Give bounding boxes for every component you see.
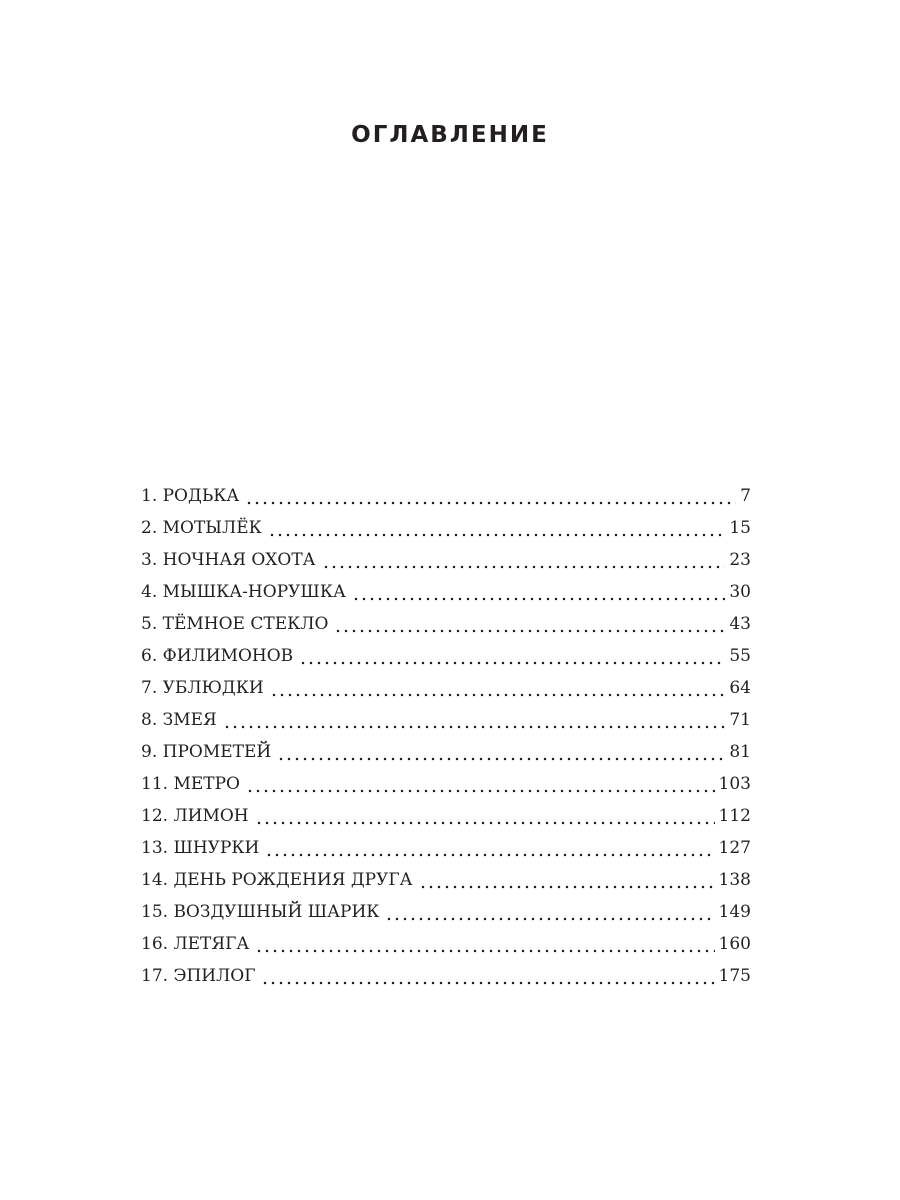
toc-entry[interactable] [141, 672, 751, 704]
toc-entry-page: 149 [718, 902, 751, 922]
dot-leader [270, 692, 726, 698]
toc-entry-page: 127 [718, 838, 751, 858]
toc-entry-page: 23 [729, 550, 751, 570]
toc-entry-title: 3. НОЧНАЯ ОХОТА [141, 550, 316, 570]
dot-leader [246, 788, 715, 794]
toc-entry-page: 138 [718, 870, 751, 890]
toc-entry-title: 7. УБЛЮДКИ [141, 678, 264, 698]
dot-leader [255, 948, 714, 954]
toc-entry[interactable] [141, 512, 751, 544]
toc-entry-title: 4. МЫШКА-НОРУШКА [141, 582, 346, 602]
toc-entry-page: 160 [718, 934, 751, 954]
toc-entry[interactable] [141, 800, 751, 832]
dot-leader [385, 916, 714, 922]
toc-entry-title: 17. ЭПИЛОГ [141, 966, 256, 986]
dot-leader [277, 756, 725, 762]
toc-entry[interactable] [141, 608, 751, 640]
dot-leader [268, 532, 726, 538]
dot-leader [261, 980, 714, 986]
toc-entry-title: 5. ТЁМНОЕ СТЕКЛО [141, 614, 329, 634]
toc-entry-title: 1. РОДЬКА [141, 486, 240, 506]
dot-leader [245, 500, 736, 506]
page-title: ОГЛАВЛЕНИЕ [351, 122, 549, 148]
dot-leader [334, 628, 725, 634]
toc-entry-title: 8. ЗМЕЯ [141, 710, 217, 730]
toc-entry-title: 15. ВОЗДУШНЫЙ ШАРИК [141, 902, 380, 922]
toc-entry[interactable] [141, 896, 751, 928]
toc-entry-title: 14. ДЕНЬ РОЖДЕНИЯ ДРУГА [141, 870, 413, 890]
toc-entry-title: 16. ЛЕТЯГА [141, 934, 250, 954]
toc-entry[interactable] [141, 864, 751, 896]
toc-entry-page: 64 [729, 678, 751, 698]
toc-entry-page: 43 [729, 614, 751, 634]
toc-entry-title: 11. МЕТРО [141, 774, 240, 794]
dot-leader [265, 852, 714, 858]
toc-entry-page: 15 [729, 518, 751, 538]
dot-leader [419, 884, 715, 890]
dot-leader [223, 724, 726, 730]
toc-entry-page: 81 [729, 742, 751, 762]
toc-entry-page: 112 [718, 806, 751, 826]
toc-entry-page: 55 [729, 646, 751, 666]
toc-entry-title: 9. ПРОМЕТЕЙ [141, 742, 272, 762]
dot-leader [322, 564, 726, 570]
toc-entry[interactable] [141, 768, 751, 800]
toc-entry-page: 30 [729, 582, 751, 602]
toc-entry[interactable] [141, 640, 751, 672]
toc-entry-page: 71 [729, 710, 751, 730]
dot-leader [299, 660, 725, 666]
toc-entry[interactable] [141, 960, 751, 992]
toc-entry[interactable] [141, 704, 751, 736]
toc-entry-title: 2. МОТЫЛЁК [141, 518, 262, 538]
table-of-contents [141, 480, 751, 992]
toc-entry-title: 13. ШНУРКИ [141, 838, 260, 858]
toc-entry-page: 7 [740, 486, 751, 506]
toc-entry[interactable] [141, 928, 751, 960]
toc-entry-title: 12. ЛИМОН [141, 806, 249, 826]
toc-entry[interactable] [141, 544, 751, 576]
dot-leader [352, 596, 726, 602]
toc-entry[interactable] [141, 576, 751, 608]
toc-entry[interactable] [141, 832, 751, 864]
toc-entry-page: 175 [718, 966, 751, 986]
toc-entry[interactable] [141, 480, 751, 512]
toc-entry-title: 6. ФИЛИМОНОВ [141, 646, 294, 666]
toc-entry-page: 103 [718, 774, 751, 794]
dot-leader [255, 820, 715, 826]
toc-entry[interactable] [141, 736, 751, 768]
